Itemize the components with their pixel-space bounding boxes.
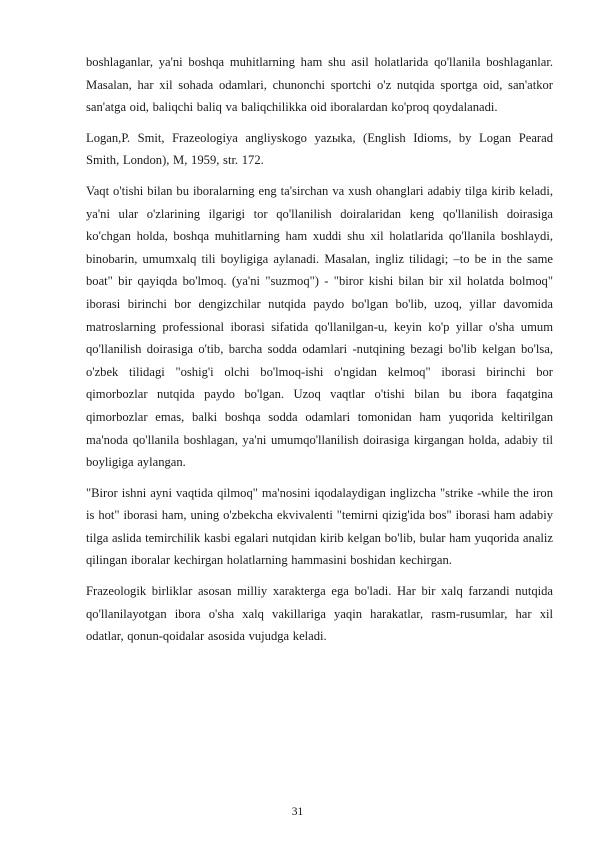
page-body bbox=[86, 51, 553, 656]
paragraph-1: boshlaganlar, ya'ni boshqa muhitlarning ham shu asil holatlarida qo'llanila boshlaganlar. Masalan, har xil sohada odamlari, chunonchi sportchi o'z nutqida sportga oid, san'atkor san'atga oid, baliqchi baliq va baliqchilikka oid iboralardan ko'proq qoydalanadi. bbox=[86, 55, 553, 115]
paragraph-3: Vaqt o'tishi bilan bu iboralarning eng ta'sirchan va xush ohanglari adabiy tilga kirib keladi, ya'ni ular o'zlarining ilgarigi tor qo'llanilish doiralaridan keng qo'llanilish doirasiga ko'chgan holda, boshqa muhitlarning ham xuddi shu xil holatlarida qo'llanila boshlaydi, binobarin, umumxalq tili boyligiga aylanadi. Masalan, ingliz tilidagi; –to be in the same boat" bir qayiqda bo'lmoq. (ya'ni "suzmoq") - "biror kishi bilan bir xil holatda bolmoq" iborasi birinchi bor dengizchilar nutqida paydo bo'lgan bo'lib, uzoq, yillar davomida matroslarning professional iborasi sifatida qo'llanilgan-u, keyin ko'p yillar o'sha umum qo'llanilish doirasiga o'tib, barcha sodda odamlari -nutqining bezagi bo'lib kelgan bo'lsa, o'zbek tilidagi "oshig'i olchi bo'lmoq-ishi o'ngidan kelmoq" iborasi birinchi bor qimorbozlar nutqida paydo bo'lgan. Uzoq vaqtlar o'tishi bilan bu ibora faqatgina qimorbozlar emas, balki boshqa sodda odamlari tomonidan ham yuqorida keltirilgan ma'noda qo'llanila boshlagan, ya'ni umumqo'llanilish doirasiga kirgangan holda, adabiy til boyligiga aylangan. bbox=[86, 183, 553, 470]
paragraph-reference: Logan,P. Smit, Frazeologiya angliyskogo yazыka, (English Idioms, by Logan Pearad Smith, London), M, 1959, str. 172. bbox=[86, 130, 553, 168]
page-number: 31 bbox=[291, 806, 304, 818]
paragraph-5: Frazeologik birliklar asosan milliy xarakterga ega bo'ladi. Har bir xalq farzandi nutqida qo'llanilayotgan ibora o'sha xalq vakillariga yaqin harakatlar, rasm-rusumlar, har xil odatlar, qonun-qoidalar asosida vujudga keladi. bbox=[86, 584, 553, 644]
paragraph-4: "Biror ishni ayni vaqtida qilmoq" ma'nosini iqodalaydigan inglizcha "strike -while the iron is hot" iborasi ham, uning o'zbekcha ekvivalenti "temirni qizig'ida bos" iborasi ham adabiy tilga aslida temirchilik kasbi egalari nutqidan kirib kelgan bo'lib, bular ham yuqorida analiz qilingan iboralar kechirgan holatlarning hammasini boshidan kechirgan. bbox=[86, 485, 553, 568]
